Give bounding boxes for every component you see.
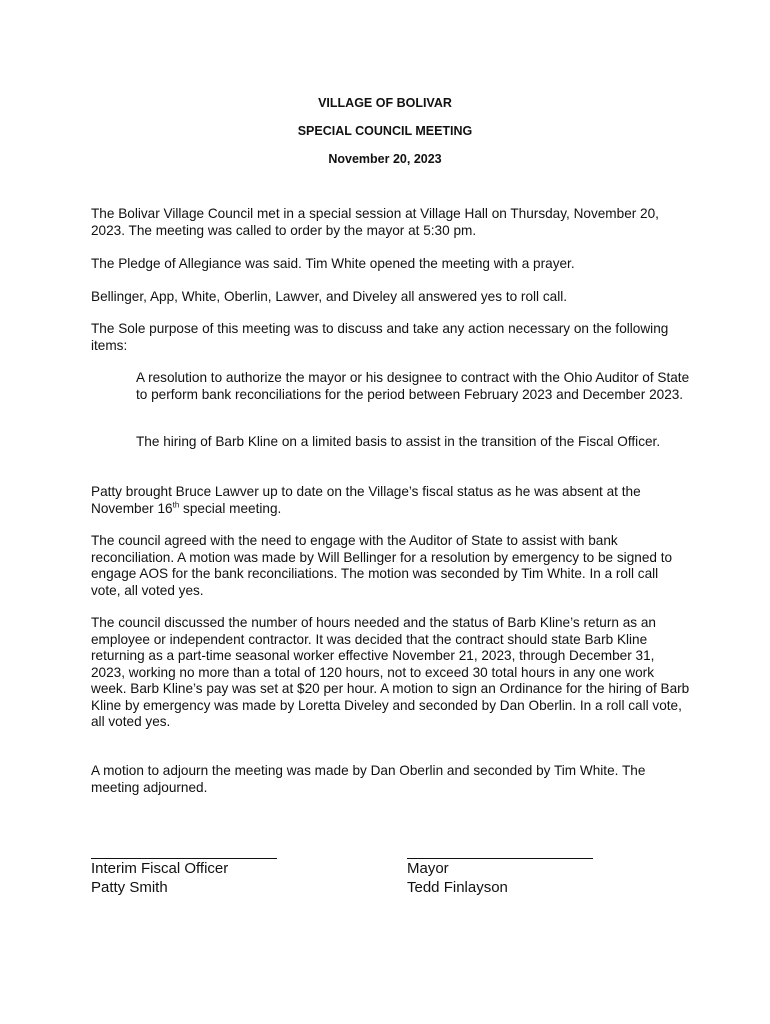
signature-role-fiscal-officer: Interim Fiscal Officer — [91, 860, 229, 877]
document-title: VILLAGE OF BOLIVAR — [318, 96, 452, 110]
roll-call-paragraph: Bellinger, App, White, Oberlin, Lawver, and Diveley all answered yes to roll call. — [91, 289, 568, 304]
fiscal-update-text: Patty brought Bruce Lawver up to date on the Village’s fiscal status as he was absent at the November 16 — [91, 484, 641, 516]
pledge-paragraph: The Pledge of Allegiance was said. Tim White opened the meeting with a prayer. — [91, 256, 575, 271]
signature-name-mayor: Tedd Finlayson — [407, 879, 508, 896]
signature-role-mayor: Mayor — [407, 860, 449, 877]
opening-paragraph: The Bolivar Village Council met in a special session at Village Hall on Thursday, November 20, 2023. The meeting was called to order by the mayor at 5:30 pm. — [91, 206, 659, 238]
fiscal-update-text-end: special meeting. — [179, 500, 282, 516]
agenda-item: The hiring of Barb Kline on a limited basis to assist in the transition of the Fiscal Officer. — [136, 434, 661, 449]
kline-hiring-paragraph: The council discussed the number of hours needed and the status of Barb Kline’s return as an employee or independent contractor. It was decided that the contract should state Barb Kline returning as a part-time seasonal worker effective November 21, 2023, through December 31, 2023, working no more than a total of 120 hours, not to exceed 30 total hours in any one work week. Barb Kline’s pay was set at $20 per hour. A motion to sign an Ordinance for the hiring of Barb Kline by emergency was made by Loretta Diveley and seconded by Dan Oberlin. In a roll call vote, all voted yes. — [91, 615, 690, 729]
adjourn-paragraph: A motion to adjourn the meeting was made by Dan Oberlin and seconded by Tim White. The meeting adjourned. — [91, 763, 646, 795]
fiscal-update-paragraph — [91, 484, 691, 517]
document-subtitle: SPECIAL COUNCIL MEETING — [297, 124, 473, 138]
reconciliation-paragraph: The council agreed with the need to engage with the Auditor of State to assist with bank reconciliation. A motion was made by Will Bellinger for a resolution by emergency to be signed to engage AOS for the bank reconciliations. The motion was seconded by Tim White. In a roll call vote, all voted yes. — [91, 533, 673, 598]
ordinal-suffix: th — [172, 499, 180, 509]
agenda-item: A resolution to authorize the mayor or his designee to contract with the Ohio Auditor of State to perform bank reconciliations for the period between February 2023 and December 2023. — [136, 370, 690, 402]
purpose-paragraph: The Sole purpose of this meeting was to discuss and take any action necessary on the following items: — [91, 321, 669, 353]
meeting-date: November 20, 2023 — [328, 152, 442, 166]
signature-name-fiscal-officer: Patty Smith — [91, 879, 168, 896]
